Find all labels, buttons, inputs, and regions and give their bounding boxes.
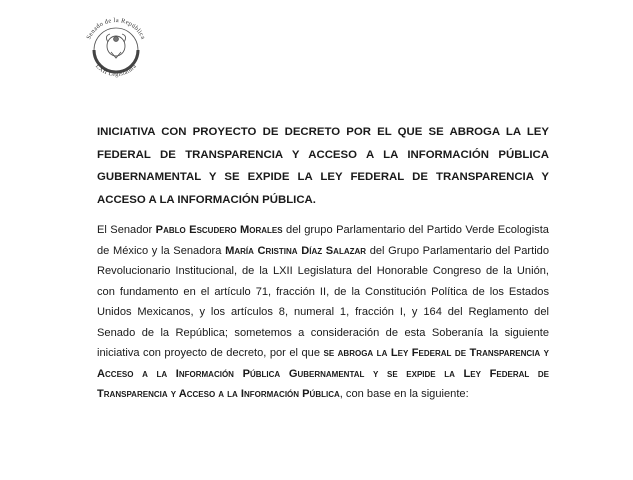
seal-bottom-text: LXII Legislatura <box>94 62 138 79</box>
senator-name: Pablo Escudero Morales <box>155 224 283 236</box>
eagle-icon <box>106 34 125 58</box>
body-paragraph <box>97 220 549 405</box>
paragraph-text: , con base en la siguiente: <box>339 388 469 400</box>
paragraph-text: del Grupo Parlamentario del Partido Revolucionario Institucional, de la LXII Legislatura del Honorable Congreso de la Unión, con fundamento en el artículo 71, fracción II, de la Constitución Política de los Estados Unidos Mexicanos, y los artículos 8, numeral 1, fracción I, y 164 del Reglamento del Senado de la República; sometemos a consideración de esta Soberanía la siguiente iniciativa con proyecto de decreto, por el que <box>97 244 549 359</box>
senate-seal <box>66 6 166 86</box>
seal-top-text: Senado de la República <box>85 16 147 41</box>
document-title: INICIATIVA CON PROYECTO DE DECRETO POR EL QUE SE ABROGA LA LEY FEDERAL DE TRANSPARENCIA Y ACCESO A LA INFORMACIÓN PÚBLICA GUBERNAMENTAL Y SE EXPIDE LA LEY FEDERAL DE TRANSPARENCIA Y ACCESO A LA INFORMACIÓN PÚBLICA. <box>97 126 549 207</box>
paragraph-text: del grupo Parlamentario del Partido Verde Ecologista de México y la Senadora <box>97 224 549 257</box>
senator-name: María Cristina Díaz Salazar <box>225 244 367 257</box>
paragraph-text: El Senador <box>97 224 156 236</box>
svg-text:LXII Legislatura <box>94 63 138 78</box>
law-reference: se abroga la Ley Federal de Transparencia y Acceso a la Información Pública Gubernamental y se expide la Ley Federal de Transparencia y Acceso a la Información Pública <box>97 347 549 400</box>
